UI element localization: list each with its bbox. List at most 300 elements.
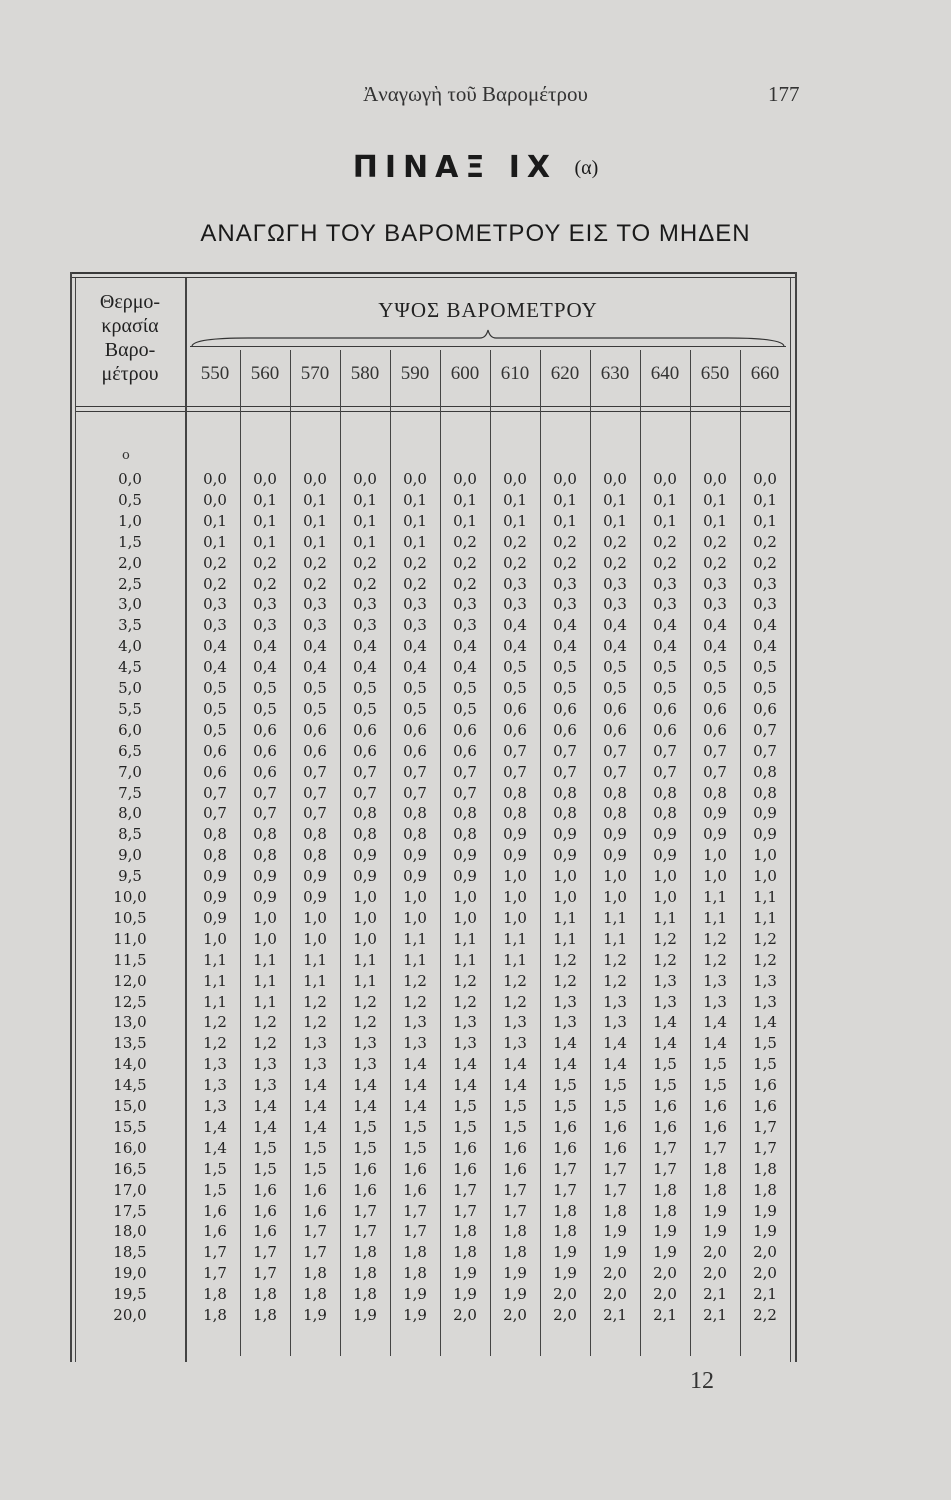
correction-cell: 1,2 bbox=[553, 971, 577, 990]
correction-cell: 0,2 bbox=[453, 532, 477, 551]
correction-cell: 1,6 bbox=[753, 1097, 777, 1115]
correction-cell: 0,9 bbox=[403, 846, 427, 865]
correction-cell: 1,6 bbox=[453, 1159, 477, 1178]
correction-cell: 1,8 bbox=[353, 1264, 377, 1283]
correction-cell: 1,1 bbox=[253, 971, 277, 990]
correction-cell: 1,7 bbox=[353, 1222, 377, 1241]
correction-cell: 1,5 bbox=[553, 1076, 577, 1095]
correction-cell: 1,4 bbox=[403, 1076, 427, 1095]
temperature-cell: 19,0 bbox=[113, 1264, 147, 1283]
correction-cell: 1,0 bbox=[553, 888, 577, 906]
correction-cell: 0,3 bbox=[203, 595, 227, 614]
correction-cell: 0,3 bbox=[603, 574, 627, 593]
correction-cell: 0,7 bbox=[653, 741, 677, 760]
correction-cell: 1,6 bbox=[553, 1117, 577, 1136]
correction-cell: 1,7 bbox=[253, 1243, 277, 1262]
correction-cell: 1,3 bbox=[353, 1034, 377, 1053]
correction-cell: 1,3 bbox=[753, 992, 777, 1011]
correction-cell: 1,1 bbox=[253, 950, 277, 969]
correction-cell: 1,4 bbox=[603, 1055, 627, 1074]
correction-cell: 1,0 bbox=[353, 908, 377, 927]
correction-cell: 0,6 bbox=[353, 741, 377, 760]
correction-cell: 0,6 bbox=[603, 720, 627, 739]
table-subtitle: ΑΝΑΓΩΓΗ ΤΟΥ ΒΑΡΟΜΕΤΡΟΥ ΕΙΣ ΤΟ ΜΗΔΕΝ bbox=[200, 220, 751, 247]
correction-cell: 1,5 bbox=[653, 1055, 677, 1074]
correction-cell: 0,3 bbox=[253, 616, 277, 635]
correction-cell: 0,8 bbox=[503, 804, 527, 823]
correction-cell: 1,6 bbox=[653, 1117, 677, 1136]
correction-cell: 0,5 bbox=[403, 699, 427, 718]
correction-cell: 1,9 bbox=[753, 1201, 777, 1220]
correction-cell: 1,7 bbox=[303, 1222, 327, 1241]
correction-cell: 1,9 bbox=[653, 1222, 677, 1241]
column-header-590: 590 bbox=[400, 363, 430, 384]
correction-cell: 1,6 bbox=[253, 1201, 277, 1220]
correction-cell: 0,6 bbox=[703, 699, 727, 718]
correction-cell: 1,8 bbox=[553, 1201, 577, 1220]
correction-cell: 0,5 bbox=[353, 699, 377, 718]
temperature-cell: 12,5 bbox=[113, 992, 147, 1011]
temperature-cell: 4,0 bbox=[118, 637, 142, 656]
correction-cell: 0,5 bbox=[703, 679, 727, 697]
correction-cell: 2,0 bbox=[703, 1264, 727, 1283]
correction-cell: 1,6 bbox=[703, 1097, 727, 1115]
correction-cell: 1,7 bbox=[453, 1201, 477, 1220]
correction-cell: 0,4 bbox=[203, 658, 227, 677]
correction-cell: 0,0 bbox=[553, 470, 577, 488]
correction-cell: 0,2 bbox=[553, 553, 577, 572]
correction-cell: 1,5 bbox=[753, 1055, 777, 1074]
correction-cell: 0,6 bbox=[453, 720, 477, 739]
correction-cell: 0,2 bbox=[403, 553, 427, 572]
correction-cell: 1,3 bbox=[603, 992, 627, 1011]
correction-cell: 1,1 bbox=[303, 971, 327, 990]
correction-cell: 0,3 bbox=[253, 595, 277, 614]
correction-cell: 0,5 bbox=[653, 658, 677, 677]
correction-cell: 0,5 bbox=[253, 679, 277, 697]
correction-cell: 1,1 bbox=[453, 950, 477, 969]
correction-cell: 1,0 bbox=[253, 929, 277, 948]
correction-cell: 0,2 bbox=[653, 553, 677, 572]
correction-cell: 1,9 bbox=[553, 1243, 577, 1262]
correction-cell: 1,3 bbox=[303, 1055, 327, 1074]
correction-cell: 1,7 bbox=[653, 1159, 677, 1178]
correction-cell: 0,4 bbox=[353, 637, 377, 656]
correction-cell: 1,9 bbox=[503, 1285, 527, 1304]
correction-cell: 1,3 bbox=[503, 1013, 527, 1032]
correction-cell: 1,5 bbox=[453, 1117, 477, 1136]
correction-cell: 0,4 bbox=[603, 637, 627, 656]
correction-cell: 0,8 bbox=[453, 804, 477, 823]
correction-cell: 0,8 bbox=[403, 825, 427, 844]
correction-cell: 0,4 bbox=[403, 637, 427, 656]
correction-cell: 0,3 bbox=[703, 595, 727, 614]
temperature-cell: 14,0 bbox=[113, 1055, 147, 1074]
correction-cell: 0,8 bbox=[603, 783, 627, 802]
correction-cell: 1,5 bbox=[353, 1138, 377, 1157]
correction-cell: 0,1 bbox=[353, 490, 377, 509]
correction-cell: 0,9 bbox=[203, 867, 227, 886]
correction-cell: 0,3 bbox=[503, 574, 527, 593]
column-header-580: 580 bbox=[350, 363, 380, 384]
correction-cell: 1,3 bbox=[203, 1097, 227, 1115]
correction-cell: 1,5 bbox=[703, 1076, 727, 1095]
correction-cell: 0,5 bbox=[553, 679, 577, 697]
correction-cell: 1,0 bbox=[703, 846, 727, 865]
correction-cell: 1,3 bbox=[353, 1055, 377, 1074]
correction-cell: 0,2 bbox=[503, 532, 527, 551]
correction-cell: 1,4 bbox=[753, 1013, 777, 1032]
correction-cell: 1,1 bbox=[703, 888, 727, 906]
correction-cell: 1,4 bbox=[403, 1097, 427, 1115]
column-header-610: 610 bbox=[500, 363, 530, 384]
correction-cell: 1,1 bbox=[353, 950, 377, 969]
header-left-line-4: μέτρου bbox=[101, 363, 159, 385]
correction-cell: 1,6 bbox=[503, 1159, 527, 1178]
correction-cell: 0,4 bbox=[403, 658, 427, 677]
correction-cell: 0,0 bbox=[753, 470, 777, 488]
correction-cell: 0,7 bbox=[353, 783, 377, 802]
correction-cell: 1,8 bbox=[653, 1201, 677, 1220]
correction-cell: 2,0 bbox=[653, 1264, 677, 1283]
correction-cell: 0,1 bbox=[353, 511, 377, 530]
correction-cell: 1,7 bbox=[503, 1201, 527, 1220]
temperature-cell: 16,0 bbox=[113, 1138, 147, 1157]
correction-cell: 1,5 bbox=[653, 1076, 677, 1095]
temperature-cell: 12,0 bbox=[113, 971, 147, 990]
correction-cell: 1,3 bbox=[453, 1013, 477, 1032]
correction-cell: 1,0 bbox=[453, 908, 477, 927]
correction-cell: 0,5 bbox=[203, 699, 227, 718]
temperature-cell: 11,5 bbox=[113, 950, 147, 969]
correction-cell: 1,3 bbox=[303, 1034, 327, 1053]
correction-cell: 1,5 bbox=[203, 1180, 227, 1199]
correction-cell: 0,1 bbox=[703, 511, 727, 530]
correction-cell: 0,0 bbox=[203, 470, 227, 488]
correction-cell: 0,3 bbox=[603, 595, 627, 614]
correction-cell: 0,6 bbox=[453, 741, 477, 760]
correction-cell: 0,4 bbox=[503, 637, 527, 656]
correction-cell: 1,6 bbox=[603, 1138, 627, 1157]
correction-cell: 0,7 bbox=[303, 783, 327, 802]
correction-cell: 1,0 bbox=[553, 867, 577, 886]
correction-cell: 0,6 bbox=[353, 720, 377, 739]
correction-cell: 0,1 bbox=[453, 490, 477, 509]
correction-cell: 0,8 bbox=[403, 804, 427, 823]
correction-cell: 1,5 bbox=[603, 1097, 627, 1115]
correction-cell: 1,4 bbox=[553, 1055, 577, 1074]
correction-cell: 0,2 bbox=[553, 532, 577, 551]
correction-cell: 0,7 bbox=[203, 804, 227, 823]
column-header-640: 640 bbox=[650, 363, 680, 384]
correction-cell: 1,9 bbox=[653, 1243, 677, 1262]
correction-cell: 0,4 bbox=[703, 616, 727, 635]
table-right-border bbox=[790, 278, 791, 1362]
correction-cell: 1,2 bbox=[553, 950, 577, 969]
correction-cell: 1,3 bbox=[653, 992, 677, 1011]
correction-cell: 0,6 bbox=[503, 720, 527, 739]
correction-cell: 0,7 bbox=[303, 762, 327, 781]
correction-cell: 1,8 bbox=[353, 1243, 377, 1262]
correction-cell: 0,2 bbox=[453, 574, 477, 593]
correction-cell: 0,3 bbox=[303, 595, 327, 614]
correction-cell: 0,9 bbox=[303, 888, 327, 906]
temperature-cell: 10,5 bbox=[113, 908, 147, 927]
correction-cell: 1,3 bbox=[253, 1055, 277, 1074]
correction-cell: 0,8 bbox=[603, 804, 627, 823]
correction-cell: 1,1 bbox=[603, 929, 627, 948]
correction-cell: 1,5 bbox=[553, 1097, 577, 1115]
correction-cell: 0,3 bbox=[703, 574, 727, 593]
correction-cell: 1,7 bbox=[403, 1222, 427, 1241]
correction-cell: 1,0 bbox=[503, 867, 527, 886]
correction-cell: 0,5 bbox=[203, 720, 227, 739]
correction-cell: 2,2 bbox=[753, 1306, 777, 1324]
correction-cell: 1,4 bbox=[653, 1013, 677, 1032]
correction-cell: 0,9 bbox=[553, 846, 577, 865]
correction-cell: 1,4 bbox=[453, 1076, 477, 1095]
correction-cell: 0,4 bbox=[453, 637, 477, 656]
correction-cell: 0,9 bbox=[603, 825, 627, 844]
correction-cell: 0,9 bbox=[353, 846, 377, 865]
page-number: 177 bbox=[768, 82, 800, 106]
correction-cell: 0,7 bbox=[353, 762, 377, 781]
correction-cell: 1,5 bbox=[453, 1097, 477, 1115]
correction-cell: 1,7 bbox=[553, 1180, 577, 1199]
correction-cell: 1,4 bbox=[703, 1034, 727, 1053]
correction-cell: 0,5 bbox=[453, 699, 477, 718]
correction-cell: 0,2 bbox=[353, 553, 377, 572]
correction-cell: 1,7 bbox=[203, 1243, 227, 1262]
correction-cell: 0,3 bbox=[503, 595, 527, 614]
correction-cell: 0,6 bbox=[653, 720, 677, 739]
correction-cell: 0,2 bbox=[453, 553, 477, 572]
correction-cell: 1,1 bbox=[753, 888, 777, 906]
correction-cell: 1,3 bbox=[703, 971, 727, 990]
correction-cell: 1,0 bbox=[753, 867, 777, 886]
correction-cell: 1,4 bbox=[453, 1055, 477, 1074]
correction-cell: 0,5 bbox=[603, 658, 627, 677]
correction-cell: 0,3 bbox=[453, 595, 477, 614]
correction-cell: 0,8 bbox=[753, 783, 777, 802]
correction-cell: 1,0 bbox=[603, 888, 627, 906]
temperature-cell: 8,5 bbox=[118, 825, 142, 844]
correction-cell: 1,4 bbox=[653, 1034, 677, 1053]
header-left-line-1: Θερμο- bbox=[99, 291, 161, 313]
correction-cell: 0,7 bbox=[553, 741, 577, 760]
correction-cell: 2,0 bbox=[653, 1285, 677, 1304]
temperature-cell: 8,0 bbox=[118, 804, 142, 823]
barometer-height-header: ΥΨΟΣ ΒΑΡΟΜΕΤΡΟΥ bbox=[378, 298, 598, 322]
correction-cell: 1,8 bbox=[753, 1180, 777, 1199]
correction-cell: 0,4 bbox=[603, 616, 627, 635]
correction-cell: 1,3 bbox=[553, 1013, 577, 1032]
correction-cell: 0,8 bbox=[753, 762, 777, 781]
correction-cell: 1,5 bbox=[503, 1097, 527, 1115]
correction-cell: 0,5 bbox=[703, 658, 727, 677]
column-header-560: 560 bbox=[250, 363, 280, 384]
correction-cell: 1,6 bbox=[353, 1159, 377, 1178]
correction-cell: 0,6 bbox=[203, 741, 227, 760]
correction-cell: 0,5 bbox=[753, 658, 777, 677]
correction-cell: 0,3 bbox=[403, 595, 427, 614]
degree-mark: o bbox=[122, 448, 130, 463]
correction-cell: 1,8 bbox=[703, 1180, 727, 1199]
correction-cell: 1,5 bbox=[753, 1034, 777, 1053]
correction-cell: 2,1 bbox=[753, 1285, 777, 1304]
correction-cell: 1,9 bbox=[703, 1222, 727, 1241]
correction-cell: 1,8 bbox=[503, 1243, 527, 1262]
correction-cell: 1,8 bbox=[403, 1243, 427, 1262]
correction-cell: 1,8 bbox=[553, 1222, 577, 1241]
correction-cell: 1,0 bbox=[353, 929, 377, 948]
correction-cell: 0,4 bbox=[303, 637, 327, 656]
correction-cell: 0,6 bbox=[203, 762, 227, 781]
correction-cell: 1,4 bbox=[303, 1076, 327, 1095]
correction-cell: 0,6 bbox=[303, 720, 327, 739]
temperature-cell: 7,0 bbox=[118, 762, 142, 781]
correction-cell: 1,8 bbox=[653, 1180, 677, 1199]
correction-cell: 0,6 bbox=[403, 741, 427, 760]
correction-cell: 1,2 bbox=[453, 992, 477, 1011]
correction-cell: 1,2 bbox=[403, 971, 427, 990]
correction-cell: 1,2 bbox=[503, 992, 527, 1011]
correction-cell: 0,6 bbox=[503, 699, 527, 718]
correction-cell: 1,0 bbox=[653, 888, 677, 906]
correction-cell: 1,6 bbox=[403, 1159, 427, 1178]
correction-cell: 0,8 bbox=[453, 825, 477, 844]
correction-cell: 0,0 bbox=[703, 470, 727, 488]
correction-cell: 0,5 bbox=[203, 679, 227, 697]
column-header-630: 630 bbox=[600, 363, 630, 384]
temperature-cell: 19,5 bbox=[113, 1285, 147, 1304]
correction-cell: 0,5 bbox=[303, 679, 327, 697]
correction-cell: 1,4 bbox=[303, 1097, 327, 1115]
correction-cell: 0,2 bbox=[603, 553, 627, 572]
correction-cell: 0,0 bbox=[403, 470, 427, 488]
correction-cell: 1,8 bbox=[253, 1285, 277, 1304]
correction-cell: 0,1 bbox=[603, 490, 627, 509]
correction-cell: 1,0 bbox=[403, 888, 427, 906]
correction-cell: 0,8 bbox=[303, 825, 327, 844]
correction-cell: 1,8 bbox=[203, 1306, 227, 1324]
correction-cell: 1,0 bbox=[503, 888, 527, 906]
correction-cell: 0,1 bbox=[303, 490, 327, 509]
correction-cell: 0,4 bbox=[503, 616, 527, 635]
correction-cell: 1,2 bbox=[203, 1034, 227, 1053]
correction-cell: 1,6 bbox=[503, 1138, 527, 1157]
temperature-cell: 5,5 bbox=[118, 699, 142, 718]
correction-cell: 1,9 bbox=[403, 1285, 427, 1304]
correction-cell: 1,0 bbox=[353, 888, 377, 906]
correction-cell: 1,2 bbox=[303, 1013, 327, 1032]
correction-cell: 0,2 bbox=[703, 553, 727, 572]
correction-cell: 0,1 bbox=[653, 490, 677, 509]
correction-cell: 0,3 bbox=[553, 574, 577, 593]
correction-cell: 1,1 bbox=[403, 929, 427, 948]
correction-cell: 1,1 bbox=[203, 950, 227, 969]
correction-cell: 1,5 bbox=[303, 1138, 327, 1157]
correction-cell: 0,1 bbox=[553, 490, 577, 509]
correction-cell: 0,1 bbox=[603, 511, 627, 530]
correction-cell: 1,2 bbox=[303, 992, 327, 1011]
correction-cell: 1,7 bbox=[303, 1243, 327, 1262]
correction-cell: 0,4 bbox=[753, 616, 777, 635]
table-title-suffix: (α) bbox=[574, 157, 599, 179]
correction-cell: 0,8 bbox=[553, 804, 577, 823]
correction-cell: 1,5 bbox=[303, 1159, 327, 1178]
correction-cell: 0,6 bbox=[553, 720, 577, 739]
temperature-cell: 18,0 bbox=[113, 1222, 147, 1241]
correction-cell: 0,9 bbox=[203, 888, 227, 906]
correction-cell: 1,9 bbox=[353, 1306, 377, 1324]
correction-cell: 0,2 bbox=[653, 532, 677, 551]
correction-cell: 0,3 bbox=[653, 595, 677, 614]
correction-cell: 0,6 bbox=[703, 720, 727, 739]
correction-cell: 1,1 bbox=[503, 950, 527, 969]
correction-cell: 0,2 bbox=[303, 553, 327, 572]
correction-cell: 2,1 bbox=[703, 1285, 727, 1304]
correction-cell: 1,9 bbox=[703, 1201, 727, 1220]
correction-cell: 0,5 bbox=[403, 679, 427, 697]
temperature-cell: 17,0 bbox=[113, 1180, 147, 1199]
correction-cell: 0,1 bbox=[203, 532, 227, 551]
temperature-column-divider bbox=[185, 278, 187, 1362]
correction-cell: 0,9 bbox=[753, 825, 777, 844]
correction-cell: 1,8 bbox=[403, 1264, 427, 1283]
temperature-cell: 5,0 bbox=[118, 679, 142, 697]
temperature-cell: 2,5 bbox=[118, 574, 142, 593]
correction-cell: 1,6 bbox=[303, 1180, 327, 1199]
correction-cell: 0,2 bbox=[253, 574, 277, 593]
correction-cell: 0,1 bbox=[303, 511, 327, 530]
correction-cell: 0,5 bbox=[503, 658, 527, 677]
correction-cell: 1,3 bbox=[703, 992, 727, 1011]
correction-cell: 0,7 bbox=[553, 762, 577, 781]
correction-cell: 1,0 bbox=[603, 867, 627, 886]
correction-cell: 1,1 bbox=[653, 908, 677, 927]
table-title bbox=[0, 150, 951, 185]
correction-cell: 0,8 bbox=[653, 804, 677, 823]
temperature-column-header bbox=[75, 290, 185, 386]
temperature-cell: 0,0 bbox=[118, 470, 142, 488]
temperature-cell: 13,0 bbox=[113, 1013, 147, 1032]
correction-cell: 0,7 bbox=[603, 762, 627, 781]
correction-cell: 0,6 bbox=[753, 699, 777, 718]
correction-cell: 1,8 bbox=[753, 1159, 777, 1178]
correction-cell: 0,3 bbox=[303, 616, 327, 635]
correction-cell: 0,3 bbox=[353, 595, 377, 614]
correction-cell: 1,4 bbox=[553, 1034, 577, 1053]
correction-cell: 0,2 bbox=[203, 553, 227, 572]
correction-cell: 1,0 bbox=[303, 908, 327, 927]
correction-cell: 0,2 bbox=[303, 574, 327, 593]
column-header-570: 570 bbox=[300, 363, 330, 384]
correction-cell: 0,2 bbox=[503, 553, 527, 572]
correction-cell: 0,1 bbox=[753, 511, 777, 530]
correction-cell: 0,1 bbox=[253, 532, 277, 551]
correction-cell: 1,8 bbox=[253, 1306, 277, 1324]
correction-cell: 2,1 bbox=[603, 1306, 627, 1324]
correction-cell: 0,3 bbox=[403, 616, 427, 635]
correction-cell: 0,9 bbox=[503, 825, 527, 844]
correction-cell: 0,7 bbox=[403, 762, 427, 781]
correction-cell: 0,2 bbox=[753, 553, 777, 572]
correction-cell: 0,3 bbox=[353, 616, 377, 635]
correction-cell: 1,2 bbox=[503, 971, 527, 990]
running-head: Ἀναγωγὴ τοῦ Βαρομέτρου bbox=[363, 82, 588, 106]
correction-cell: 0,5 bbox=[353, 679, 377, 697]
